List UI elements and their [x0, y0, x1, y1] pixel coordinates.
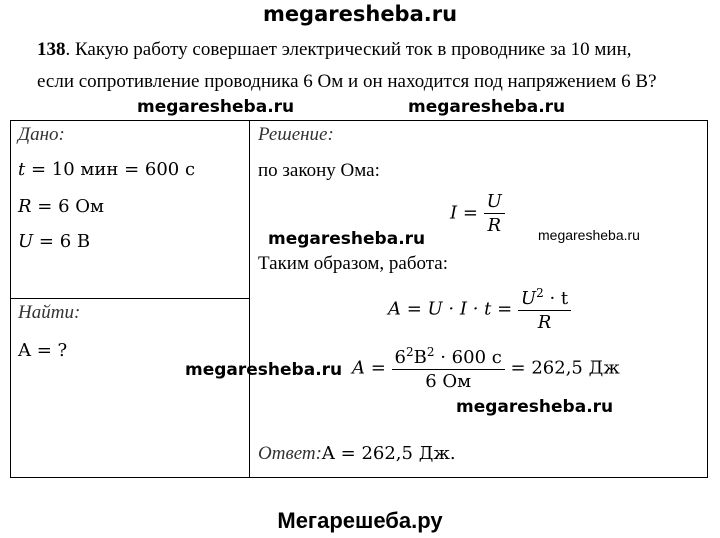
- watermark-c: megaresheba.ru: [268, 229, 426, 249]
- given-heading: Дано:: [18, 124, 65, 145]
- work-fraction: [518, 286, 571, 333]
- watermark-a: megaresheba.ru: [137, 97, 295, 117]
- given-t-var: t: [18, 159, 26, 180]
- calc-numerator: [392, 345, 505, 370]
- find-value: A = ?: [18, 340, 68, 361]
- calc-num-a-exp: 2: [405, 345, 414, 359]
- given-r-value: = 6 Ом: [31, 196, 105, 217]
- ohm-fraction: [484, 191, 505, 236]
- calc-fraction: [392, 345, 505, 392]
- problem-line-1: [37, 38, 632, 62]
- calc-rhs: = 262,5 Дж: [504, 357, 620, 379]
- table-horizontal-divider: [10, 298, 250, 299]
- given-u-value: = 6 В: [33, 231, 91, 252]
- given-r: [18, 196, 104, 217]
- problem-text-2: если сопротивление проводника 6 Ом и он находится под напряжением 6 В?: [37, 71, 657, 92]
- watermark-bottom: Мегарешеба.ру: [277, 508, 443, 533]
- work-numerator: [518, 286, 571, 311]
- watermark-b: megaresheba.ru: [408, 97, 566, 117]
- calc-num-b: В: [413, 347, 427, 368]
- work-denominator: R: [537, 312, 552, 333]
- given-r-var: R: [18, 196, 32, 217]
- thus-text: Таким образом, работа:: [258, 253, 448, 274]
- answer: [258, 443, 456, 465]
- answer-label: Ответ:: [258, 443, 322, 464]
- calc-formula: [352, 345, 620, 392]
- ohm-numerator: U: [484, 191, 505, 214]
- watermark-f: megaresheba.ru: [456, 397, 614, 417]
- ohm-formula: [450, 191, 505, 236]
- work-formula: [388, 286, 571, 333]
- work-num-base: U: [520, 288, 537, 309]
- watermark-e: megaresheba.ru: [185, 360, 343, 380]
- work-num-rest: · t: [543, 288, 569, 309]
- calc-num-b-exp: 2: [426, 345, 435, 359]
- problem-text-1: . Какую работу совершает электрический ток в проводнике за 10 мин,: [65, 39, 632, 60]
- calc-num-a: 6: [394, 347, 406, 368]
- table-vertical-divider: [249, 120, 250, 478]
- calc-num-c: · 600 с: [434, 347, 502, 368]
- watermark-top: megaresheba.ru: [262, 2, 458, 26]
- ohm-law-text: по закону Ома:: [258, 160, 380, 181]
- solution-heading: Решение:: [258, 124, 334, 145]
- work-lhs: A = U · I · t =: [388, 298, 518, 320]
- given-t-value: = 10 мин = 600 с: [25, 159, 196, 180]
- answer-value: A = 262,5 Дж.: [321, 443, 456, 464]
- find-heading: Найти:: [18, 302, 81, 323]
- ohm-denominator: R: [487, 215, 501, 236]
- watermark-d: megaresheba.ru: [538, 227, 640, 243]
- calc-lhs: A =: [352, 357, 392, 379]
- given-u-var: U: [18, 231, 34, 252]
- given-t: [18, 159, 195, 180]
- work-num-exp: 2: [536, 286, 544, 300]
- calc-denominator: 6 Ом: [425, 371, 472, 392]
- given-u: [18, 231, 90, 252]
- ohm-lhs: I =: [450, 202, 484, 224]
- problem-number: 138: [37, 39, 66, 60]
